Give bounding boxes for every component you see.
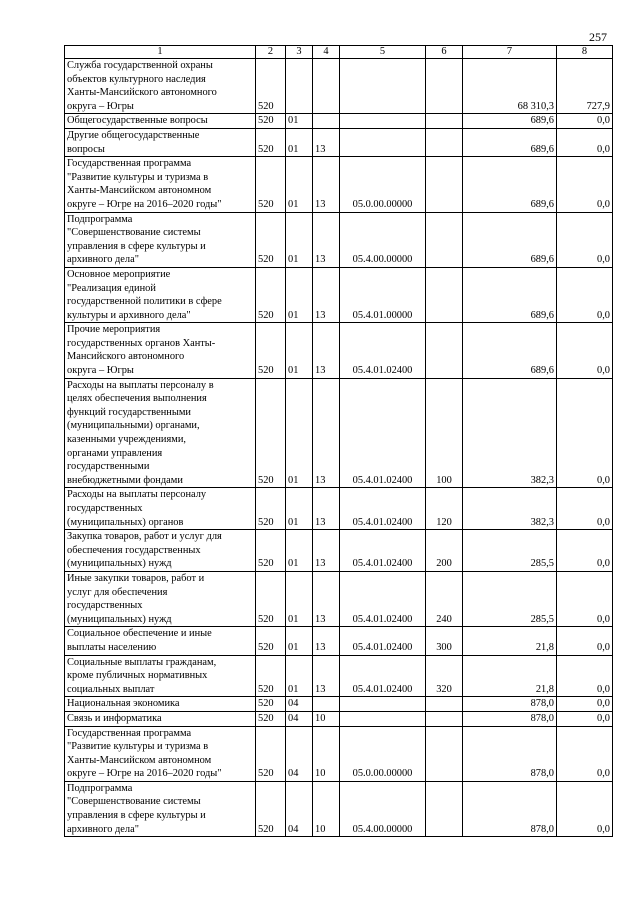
federal-amount-cell-text: 0,0 [597,115,610,127]
subsection-code-cell-text: 13 [315,516,326,528]
subsection-code-cell-text: 13 [315,558,326,570]
amount-cell [463,114,557,129]
federal-amount-cell [557,711,613,726]
expense-type-cell [426,697,463,712]
row-name-cell-text: Основное мероприятие "Реализация единой государственной политики в сфере культуры и архивного дела" [67,268,222,321]
expense-type-cell [426,655,463,697]
federal-amount-cell [557,267,613,322]
target-item-code-cell [340,59,426,114]
amount-cell-text: 689,6 [530,143,554,155]
target-item-code-cell-text: 05.4.01.02400 [352,474,413,486]
table-row [65,267,613,322]
subsection-code-cell-text: 10 [315,768,326,780]
row-name-cell-text: Социальное обеспечение и иные выплаты населению [67,628,212,653]
target-item-code-cell-text: 05.4.01.02400 [352,516,413,528]
expense-type-cell [426,530,463,572]
amount-cell-text: 285,5 [530,558,554,570]
subsection-code-cell-text: 13 [315,198,326,210]
admin-code-cell-text: 520 [258,309,274,321]
row-name-cell [65,59,256,114]
table-body [65,46,613,837]
table-row [65,781,613,836]
admin-code-cell-text: 520 [258,474,274,486]
page-number: 257 [589,30,607,44]
expense-type-cell [426,378,463,488]
section-code-cell [286,627,313,655]
amount-cell [463,571,557,626]
table-header-row [65,46,613,59]
admin-code-cell-text: 520 [258,365,274,377]
federal-amount-cell-text: 0,0 [597,768,610,780]
row-name-cell-text: Государственная программа "Развитие культуры и туризма в Ханты-Мансийском автономном округе – Югре на 2016–2020 годы" [67,158,222,210]
federal-amount-cell-text: 0,0 [597,683,610,695]
column-header: 3 [286,46,313,59]
target-item-code-cell [340,697,426,712]
section-code-cell [286,59,313,114]
column-header: 2 [256,46,286,59]
admin-code-cell [256,655,286,697]
federal-amount-cell [557,726,613,781]
expense-type-cell-text: 320 [436,683,452,695]
subsection-code-cell [313,157,340,212]
target-item-code-cell [340,157,426,212]
federal-amount-cell [557,378,613,488]
row-name-cell-text: Иные закупки товаров, работ и услуг для обеспечения государственных (муниципальных) нужд [67,572,205,625]
section-code-cell-text: 01 [288,143,299,155]
target-item-code-cell [340,128,426,156]
amount-cell [463,59,557,114]
section-code-cell-text: 01 [288,365,299,377]
target-item-code-cell-text: 05.4.01.02400 [352,683,413,695]
federal-amount-cell-text: 0,0 [597,698,610,710]
admin-code-cell [256,711,286,726]
amount-cell [463,267,557,322]
expense-type-cell-text: 120 [436,516,452,528]
table-row [65,378,613,488]
table-row [65,711,613,726]
federal-amount-cell-text: 727,9 [586,100,610,112]
table-row [65,627,613,655]
admin-code-cell-text: 520 [258,613,274,625]
amount-cell-text: 689,6 [530,254,554,266]
admin-code-cell [256,378,286,488]
admin-code-cell-text: 520 [258,823,274,835]
section-code-cell [286,114,313,129]
subsection-code-cell [313,697,340,712]
amount-cell [463,781,557,836]
admin-code-cell [256,114,286,129]
subsection-code-cell-text: 13 [315,254,326,266]
amount-cell-text: 689,6 [530,365,554,377]
federal-amount-cell-text: 0,0 [597,558,610,570]
federal-amount-cell-text: 0,0 [597,516,610,528]
row-name-cell [65,128,256,156]
section-code-cell-text: 01 [288,641,299,653]
column-header: 8 [557,46,613,59]
admin-code-cell-text: 520 [258,254,274,266]
expense-type-cell-text: 100 [436,474,452,486]
federal-amount-cell [557,781,613,836]
table-row [65,530,613,572]
amount-cell-text: 878,0 [530,698,554,710]
row-name-cell [65,781,256,836]
amount-cell [463,323,557,378]
amount-cell [463,378,557,488]
target-item-code-cell-text: 05.4.01.02400 [352,365,413,377]
admin-code-cell [256,157,286,212]
column-header: 6 [426,46,463,59]
admin-code-cell-text: 520 [258,198,274,210]
column-header: 7 [463,46,557,59]
row-name-cell-text: Прочие мероприятия государственных органов Ханты- Мансийского автономного округа – Югры [67,324,216,377]
target-item-code-cell [340,726,426,781]
amount-cell-text: 689,6 [530,198,554,210]
section-code-cell [286,212,313,267]
table-row [65,655,613,697]
federal-amount-cell-text: 0,0 [597,254,610,266]
column-header: 5 [340,46,426,59]
subsection-code-cell [313,530,340,572]
column-header: 4 [313,46,340,59]
table-row [65,571,613,626]
expense-type-cell [426,711,463,726]
row-name-cell [65,655,256,697]
row-name-cell [65,488,256,530]
table-row [65,128,613,156]
row-name-cell [65,697,256,712]
row-name-cell-text: Социальные выплаты гражданам, кроме публичных нормативных социальных выплат [67,656,217,695]
budget-table [64,45,613,837]
section-code-cell [286,157,313,212]
federal-amount-cell [557,128,613,156]
section-code-cell-text: 04 [288,768,299,780]
federal-amount-cell [557,59,613,114]
target-item-code-cell [340,571,426,626]
amount-cell [463,655,557,697]
federal-amount-cell [557,488,613,530]
subsection-code-cell [313,323,340,378]
target-item-code-cell [340,267,426,322]
row-name-cell-text: Подпрограмма "Совершенствование системы управления в сфере культуры и архивного дела" [67,213,206,266]
federal-amount-cell-text: 0,0 [597,309,610,321]
amount-cell-text: 689,6 [530,309,554,321]
subsection-code-cell [313,627,340,655]
admin-code-cell [256,571,286,626]
section-code-cell-text: 01 [288,115,299,127]
subsection-code-cell [313,212,340,267]
section-code-cell-text: 04 [288,712,299,724]
federal-amount-cell [557,655,613,697]
subsection-code-cell [313,726,340,781]
expense-type-cell [426,627,463,655]
table-row [65,157,613,212]
section-code-cell [286,697,313,712]
expense-type-cell [426,59,463,114]
row-name-cell [65,571,256,626]
admin-code-cell [256,267,286,322]
section-code-cell [286,781,313,836]
subsection-code-cell [313,267,340,322]
row-name-cell-text: Служба государственной охраны объектов культурного наследия Ханты-Мансийского автономного округа – Югры [67,60,217,112]
table-row [65,726,613,781]
federal-amount-cell [557,627,613,655]
subsection-code-cell [313,781,340,836]
admin-code-cell-text: 520 [258,143,274,155]
expense-type-cell-text: 240 [436,613,452,625]
subsection-code-cell-text: 13 [315,683,326,695]
admin-code-cell [256,781,286,836]
federal-amount-cell-text: 0,0 [597,712,610,724]
subsection-code-cell-text: 10 [315,712,326,724]
subsection-code-cell [313,655,340,697]
subsection-code-cell [313,571,340,626]
subsection-code-cell-text: 13 [315,641,326,653]
admin-code-cell-text: 520 [258,698,274,710]
target-item-code-cell [340,781,426,836]
federal-amount-cell [557,530,613,572]
row-name-cell [65,378,256,488]
expense-type-cell [426,571,463,626]
row-name-cell [65,711,256,726]
amount-cell [463,212,557,267]
amount-cell [463,157,557,212]
expense-type-cell [426,488,463,530]
section-code-cell [286,571,313,626]
admin-code-cell [256,530,286,572]
target-item-code-cell-text: 05.4.01.02400 [352,641,413,653]
section-code-cell [286,726,313,781]
section-code-cell [286,323,313,378]
section-code-cell-text: 01 [288,516,299,528]
amount-cell-text: 689,6 [530,115,554,127]
section-code-cell [286,655,313,697]
section-code-cell-text: 01 [288,683,299,695]
target-item-code-cell-text: 05.4.01.02400 [352,613,413,625]
admin-code-cell-text: 520 [258,712,274,724]
expense-type-cell [426,781,463,836]
admin-code-cell [256,697,286,712]
admin-code-cell-text: 520 [258,100,274,112]
admin-code-cell-text: 520 [258,768,274,780]
row-name-cell-text: Другие общегосударственные вопросы [67,129,200,155]
row-name-cell-text: Закупка товаров, работ и услуг для обеспечения государственных (муниципальных) нужд [67,531,222,570]
subsection-code-cell [313,378,340,488]
table-row [65,114,613,129]
federal-amount-cell [557,212,613,267]
amount-cell [463,726,557,781]
admin-code-cell [256,59,286,114]
federal-amount-cell-text: 0,0 [597,474,610,486]
target-item-code-cell [340,655,426,697]
target-item-code-cell [340,114,426,129]
amount-cell-text: 285,5 [530,613,554,625]
table-row [65,323,613,378]
amount-cell [463,530,557,572]
row-name-cell [65,114,256,129]
section-code-cell [286,711,313,726]
expense-type-cell [426,157,463,212]
amount-cell-text: 382,3 [530,474,554,486]
table-row [65,697,613,712]
federal-amount-cell-text: 0,0 [597,198,610,210]
admin-code-cell-text: 520 [258,558,274,570]
admin-code-cell-text: 520 [258,683,274,695]
section-code-cell-text: 01 [288,558,299,570]
amount-cell [463,697,557,712]
amount-cell-text: 878,0 [530,712,554,724]
expense-type-cell [426,212,463,267]
amount-cell-text: 382,3 [530,516,554,528]
row-name-cell [65,267,256,322]
admin-code-cell [256,726,286,781]
target-item-code-cell [340,378,426,488]
admin-code-cell [256,488,286,530]
subsection-code-cell-text: 13 [315,143,326,155]
row-name-cell [65,157,256,212]
target-item-code-cell [340,212,426,267]
federal-amount-cell [557,697,613,712]
subsection-code-cell [313,711,340,726]
section-code-cell [286,530,313,572]
federal-amount-cell [557,157,613,212]
expense-type-cell [426,128,463,156]
amount-cell [463,488,557,530]
federal-amount-cell-text: 0,0 [597,823,610,835]
target-item-code-cell [340,711,426,726]
subsection-code-cell [313,488,340,530]
subsection-code-cell-text: 13 [315,613,326,625]
admin-code-cell [256,212,286,267]
target-item-code-cell [340,323,426,378]
target-item-code-cell-text: 05.0.00.00000 [352,768,413,780]
federal-amount-cell [557,323,613,378]
expense-type-cell-text: 300 [436,641,452,653]
amount-cell-text: 878,0 [530,823,554,835]
section-code-cell [286,128,313,156]
row-name-cell-text: Государственная программа "Развитие культуры и туризма в Ханты-Мансийском автономном округе – Югре на 2016–2020 годы" [67,727,222,780]
subsection-code-cell-text: 10 [315,823,326,835]
federal-amount-cell-text: 0,0 [597,641,610,653]
section-code-cell [286,488,313,530]
federal-amount-cell-text: 0,0 [597,365,610,377]
table-row [65,212,613,267]
table-row [65,59,613,114]
amount-cell-text: 878,0 [530,768,554,780]
section-code-cell-text: 01 [288,474,299,486]
amount-cell [463,711,557,726]
column-header: 1 [65,46,256,59]
section-code-cell-text: 01 [288,309,299,321]
table-row [65,488,613,530]
amount-cell-text: 21,8 [535,683,554,695]
row-name-cell-text: Общегосударственные вопросы [67,115,208,127]
row-name-cell-text: Расходы на выплаты персоналу государственных (муниципальных) органов [67,489,207,528]
row-name-cell-text: Подпрограмма "Совершенствование системы управления в сфере культуры и архивного дела" [67,782,206,835]
section-code-cell [286,378,313,488]
row-name-cell [65,530,256,572]
row-name-cell [65,323,256,378]
expense-type-cell [426,114,463,129]
section-code-cell-text: 01 [288,198,299,210]
row-name-cell-text: Национальная экономика [67,698,180,710]
subsection-code-cell-text: 13 [315,474,326,486]
row-name-cell [65,212,256,267]
row-name-cell-text: Связь и информатика [67,712,162,724]
target-item-code-cell [340,488,426,530]
admin-code-cell-text: 520 [258,115,274,127]
target-item-code-cell-text: 05.4.00.00000 [352,254,413,266]
admin-code-cell [256,627,286,655]
row-name-cell-text: Расходы на выплаты персоналу в целях обеспечения выполнения функций государственными (муниципальными) органами, казенными учреждениями, органами управления государственными внебюджетными фондами [67,379,214,486]
admin-code-cell [256,128,286,156]
section-code-cell-text: 01 [288,254,299,266]
target-item-code-cell [340,530,426,572]
amount-cell [463,128,557,156]
federal-amount-cell [557,114,613,129]
expense-type-cell [426,726,463,781]
federal-amount-cell [557,571,613,626]
federal-amount-cell-text: 0,0 [597,143,610,155]
amount-cell-text: 21,8 [535,641,554,653]
subsection-code-cell-text: 13 [315,365,326,377]
expense-type-cell [426,267,463,322]
amount-cell-text: 68 310,3 [517,100,554,112]
section-code-cell-text: 04 [288,698,299,710]
target-item-code-cell-text: 05.4.01.00000 [352,309,413,321]
section-code-cell-text: 01 [288,613,299,625]
target-item-code-cell [340,627,426,655]
expense-type-cell [426,323,463,378]
subsection-code-cell [313,128,340,156]
expense-type-cell-text: 200 [436,558,452,570]
federal-amount-cell-text: 0,0 [597,613,610,625]
section-code-cell [286,267,313,322]
subsection-code-cell [313,114,340,129]
admin-code-cell-text: 520 [258,516,274,528]
subsection-code-cell-text: 13 [315,309,326,321]
amount-cell [463,627,557,655]
target-item-code-cell-text: 05.4.01.02400 [352,558,413,570]
row-name-cell [65,627,256,655]
section-code-cell-text: 04 [288,823,299,835]
admin-code-cell-text: 520 [258,641,274,653]
target-item-code-cell-text: 05.4.00.00000 [352,823,413,835]
subsection-code-cell [313,59,340,114]
row-name-cell [65,726,256,781]
target-item-code-cell-text: 05.0.00.00000 [352,198,413,210]
admin-code-cell [256,323,286,378]
